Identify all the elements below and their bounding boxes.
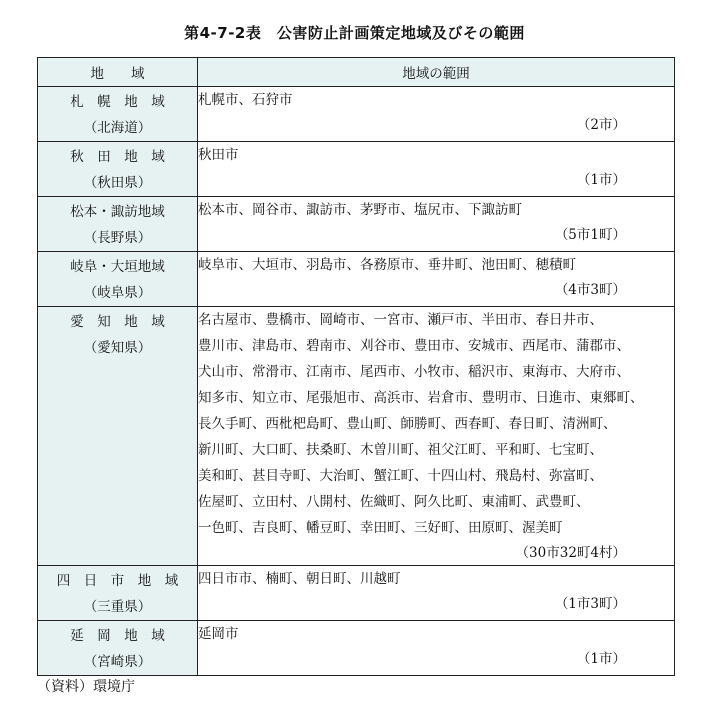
region-cell [38, 621, 198, 676]
region-cell [38, 307, 198, 566]
region-cell [38, 252, 198, 307]
region-prefecture: （秋田県） [83, 175, 152, 191]
region-prefecture: （三重県） [83, 599, 152, 615]
municipality-count: （1市3町） [554, 596, 626, 612]
region-cell [38, 566, 198, 621]
table-row [38, 142, 675, 197]
region-name: 四 日 市 地 域 [56, 573, 179, 589]
table-row [38, 307, 675, 566]
area-scope-cell [198, 87, 675, 142]
area-scope-cell [198, 307, 675, 566]
region-prefecture: （長野県） [83, 230, 152, 246]
area-line: 長久手町、西枇杷島町、豊山町、師勝町、西春町、春日町、清洲町、 [198, 416, 617, 432]
table-row [38, 197, 675, 252]
region-cell [38, 197, 198, 252]
header-region: 地 域 [38, 58, 198, 87]
source-note: （資料）環境庁 [37, 679, 135, 695]
table-title: 第4-7-2表 公害防止計画策定地域及びその範囲 [184, 24, 525, 42]
region-name: 延 岡 地 域 [70, 628, 165, 644]
header-scope: 地域の範囲 [198, 58, 675, 87]
area-line: 札幌市、石狩市 [198, 92, 293, 108]
region-cell [38, 142, 198, 197]
area-line: 延岡市 [198, 626, 239, 642]
municipality-count: （5市1町） [554, 227, 626, 243]
region-name: 愛 知 地 域 [70, 314, 165, 330]
municipality-count: （1市） [576, 172, 626, 188]
region-prefecture: （愛知県） [83, 340, 152, 356]
region-name: 松本・諏訪地域 [70, 204, 165, 220]
area-line: 犬山市、常滑市、江南市、尾西市、小牧市、稲沢市、東海市、大府市、 [198, 364, 630, 380]
area-line: 新川町、大口町、扶桑町、木曽川町、祖父江町、平和町、七宝町、 [198, 442, 603, 458]
planning-area-table [37, 57, 675, 676]
area-line: 名古屋市、豊橋市、岡崎市、一宮市、瀬戸市、半田市、春日井市、 [198, 312, 603, 328]
region-name: 秋 田 地 域 [70, 149, 165, 165]
area-scope-cell [198, 621, 675, 676]
area-line: 美和町、甚目寺町、大治町、蟹江町、十四山村、飛島村、弥富町、 [198, 468, 603, 484]
table-row [38, 87, 675, 142]
region-prefecture: （北海道） [83, 120, 152, 136]
area-scope-cell [198, 197, 675, 252]
area-scope-cell [198, 142, 675, 197]
area-line: 佐屋町、立田村、八開村、佐織町、阿久比町、東浦町、武豊町、 [198, 494, 590, 510]
region-name: 岐阜・大垣地域 [70, 259, 165, 275]
table-row [38, 621, 675, 676]
area-line: 岐阜市、大垣市、羽島市、各務原市、垂井町、池田町、穂積町 [198, 257, 576, 273]
region-name: 札 幌 地 域 [70, 94, 165, 110]
area-line: 秋田市 [198, 147, 239, 163]
municipality-count: （4市3町） [554, 282, 626, 298]
municipality-count: （30市32町4村） [515, 545, 626, 561]
region-prefecture: （岐阜県） [83, 285, 152, 301]
region-cell [38, 87, 198, 142]
area-line: 知多市、知立市、尾張旭市、高浜市、岩倉市、豊明市、日進市、東郷町、 [198, 390, 644, 406]
municipality-count: （1市） [576, 651, 626, 667]
area-line: 一色町、吉良町、幡豆町、幸田町、三好町、田原町、渥美町 [198, 520, 563, 536]
region-prefecture: （宮崎県） [83, 654, 152, 670]
table-row [38, 566, 675, 621]
header-row [38, 58, 675, 87]
area-line: 四日市市、楠町、朝日町、川越町 [198, 571, 401, 587]
area-line: 豊川市、津島市、碧南市、刈谷市、豊田市、安城市、西尾市、蒲郡市、 [198, 338, 630, 354]
table-row [38, 252, 675, 307]
area-line: 松本市、岡谷市、諏訪市、茅野市、塩尻市、下諏訪町 [198, 202, 522, 218]
area-scope-cell [198, 252, 675, 307]
area-scope-cell [198, 566, 675, 621]
municipality-count: （2市） [576, 117, 626, 133]
